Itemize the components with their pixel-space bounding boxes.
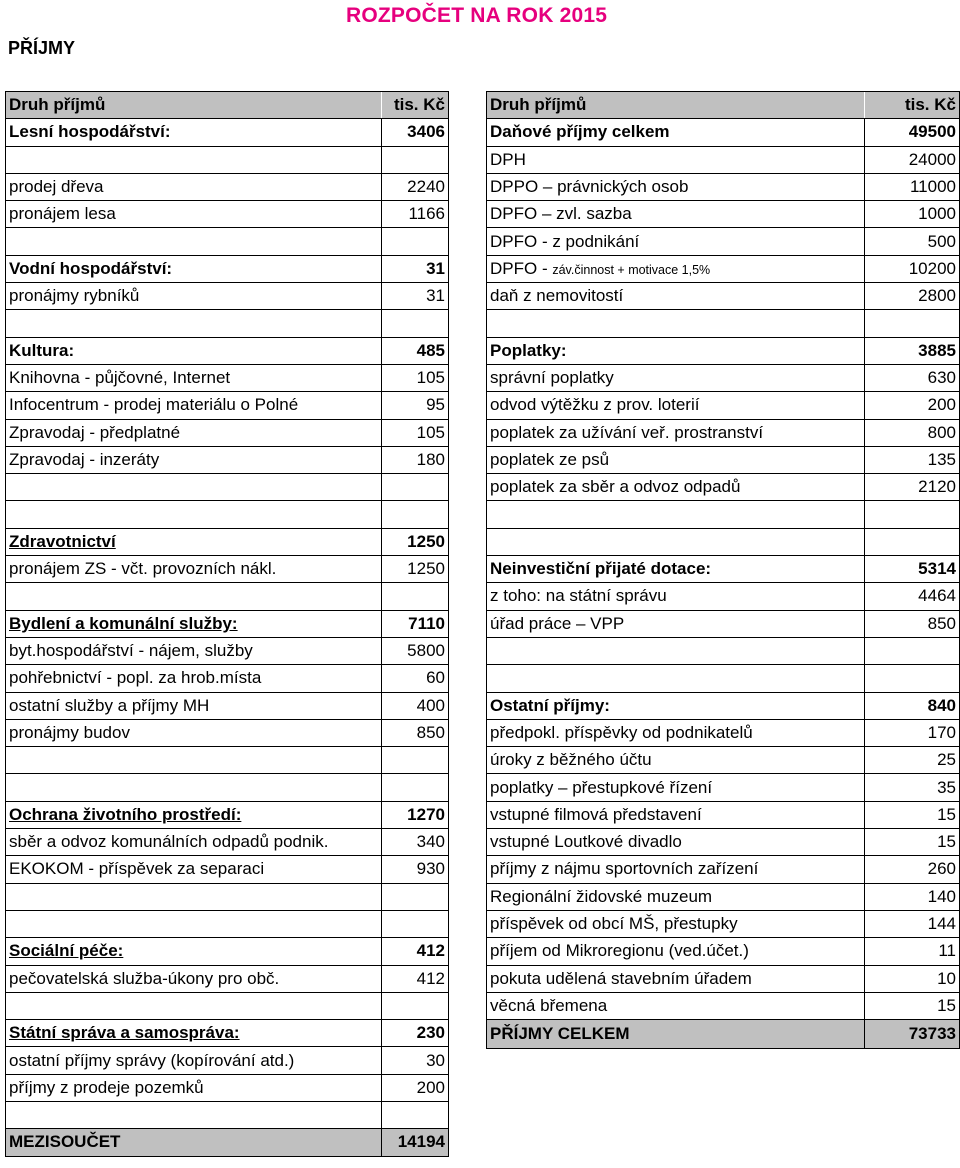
left-row-value: 14194	[382, 1129, 449, 1156]
left-row-value: 31	[382, 255, 449, 282]
right-row-value: 135	[865, 446, 960, 473]
right-row-value	[865, 637, 960, 664]
right-row-value: 15	[865, 801, 960, 828]
right-table-row	[487, 1020, 960, 1049]
left-table-row	[6, 938, 449, 965]
right-table-row	[487, 719, 960, 746]
right-table-row	[487, 856, 960, 883]
right-row-value: 15	[865, 829, 960, 856]
right-header-row	[487, 92, 960, 119]
right-row-label: Daňové příjmy celkem	[487, 119, 865, 146]
right-row-label: Regionální židovské muzeum	[487, 883, 865, 910]
right-header-unit: tis. Kč	[865, 92, 960, 119]
left-table-row	[6, 829, 449, 856]
right-table-row	[487, 556, 960, 583]
left-table-row	[6, 201, 449, 228]
right-table-row	[487, 501, 960, 528]
right-row-value: 144	[865, 910, 960, 937]
right-row-label: z toho: na státní správu	[487, 583, 865, 610]
right-row-label: pokuta udělená stavebním úřadem	[487, 965, 865, 992]
right-row-label: DPFO – zvl. sazba	[487, 201, 865, 228]
right-row-value: 73733	[865, 1020, 960, 1049]
left-row-value: 200	[382, 1074, 449, 1101]
left-table-row	[6, 528, 449, 555]
right-table-row	[487, 392, 960, 419]
left-table-row	[6, 337, 449, 364]
left-header-unit: tis. Kč	[382, 92, 449, 119]
left-row-value	[382, 883, 449, 910]
left-row-value	[382, 992, 449, 1019]
right-row-value: 15	[865, 992, 960, 1019]
right-row-label: úroky z běžného účtu	[487, 747, 865, 774]
right-row-value: 140	[865, 883, 960, 910]
left-row-label: Sociální péče:	[6, 938, 382, 965]
right-table-row	[487, 829, 960, 856]
left-row-label: Vodní hospodářství:	[6, 255, 382, 282]
right-row-label: Ostatní příjmy:	[487, 692, 865, 719]
left-row-value: 60	[382, 665, 449, 692]
left-row-value	[382, 310, 449, 337]
left-row-value	[382, 774, 449, 801]
left-row-value: 2240	[382, 173, 449, 200]
right-table-row	[487, 255, 960, 282]
right-row-value	[865, 501, 960, 528]
right-row-value: 10200	[865, 255, 960, 282]
left-row-value: 850	[382, 719, 449, 746]
left-row-label: pronájmy rybníků	[6, 283, 382, 310]
right-row-label	[487, 501, 865, 528]
right-row-label: úřad práce – VPP	[487, 610, 865, 637]
left-row-value: 412	[382, 938, 449, 965]
left-row-value: 400	[382, 692, 449, 719]
right-table-row	[487, 610, 960, 637]
left-row-value: 930	[382, 856, 449, 883]
left-row-label: prodej dřeva	[6, 173, 382, 200]
right-row-value: 11000	[865, 173, 960, 200]
right-table-row	[487, 883, 960, 910]
right-row-value: 170	[865, 719, 960, 746]
left-row-label	[6, 501, 382, 528]
right-row-label: Poplatky:	[487, 337, 865, 364]
left-table-row	[6, 583, 449, 610]
right-row-value: 1000	[865, 201, 960, 228]
left-table-row	[6, 173, 449, 200]
left-row-value: 340	[382, 829, 449, 856]
right-table-row	[487, 801, 960, 828]
left-row-label: pronájem ZS - včt. provozních nákl.	[6, 556, 382, 583]
right-row-label	[487, 637, 865, 664]
left-row-label	[6, 1101, 382, 1128]
left-row-label: Zpravodaj - inzeráty	[6, 446, 382, 473]
right-row-label: správní poplatky	[487, 364, 865, 391]
left-row-label	[6, 992, 382, 1019]
left-row-label: pohřebnictví - popl. za hrob.místa	[6, 665, 382, 692]
left-table-row	[6, 146, 449, 173]
left-row-value: 30	[382, 1047, 449, 1074]
right-row-value: 3885	[865, 337, 960, 364]
right-row-label: DPFO - z podnikání	[487, 228, 865, 255]
right-table-row	[487, 419, 960, 446]
right-row-value: 850	[865, 610, 960, 637]
right-row-label: daň z nemovitostí	[487, 283, 865, 310]
left-table-row	[6, 228, 449, 255]
right-table-row	[487, 637, 960, 664]
right-row-label: poplatky – přestupkové řízení	[487, 774, 865, 801]
left-row-value: 230	[382, 1020, 449, 1047]
left-row-label: ostatní služby a příjmy MH	[6, 692, 382, 719]
left-row-label: Státní správa a samospráva:	[6, 1020, 382, 1047]
right-table-row	[487, 119, 960, 146]
left-row-value	[382, 228, 449, 255]
right-row-value: 2800	[865, 283, 960, 310]
left-row-label: ostatní příjmy správy (kopírování atd.)	[6, 1047, 382, 1074]
left-table-row	[6, 1129, 449, 1156]
right-row-value: 5314	[865, 556, 960, 583]
left-row-label	[6, 774, 382, 801]
right-header-label: Druh příjmů	[487, 92, 865, 119]
left-header-label: Druh příjmů	[6, 92, 382, 119]
left-table-row	[6, 392, 449, 419]
right-row-value	[865, 310, 960, 337]
right-row-label-prefix: DPFO -	[490, 258, 553, 278]
left-row-label: Ochrana životního prostředí:	[6, 801, 382, 828]
left-table-row	[6, 883, 449, 910]
left-row-value: 105	[382, 419, 449, 446]
left-row-label: Zdravotnictví	[6, 528, 382, 555]
right-row-label	[487, 528, 865, 555]
left-table-row	[6, 665, 449, 692]
left-table-row	[6, 910, 449, 937]
right-table-row	[487, 583, 960, 610]
left-row-value: 485	[382, 337, 449, 364]
right-table-row	[487, 173, 960, 200]
right-row-value: 800	[865, 419, 960, 446]
right-row-value: 2120	[865, 474, 960, 501]
right-table-row	[487, 446, 960, 473]
right-table-row	[487, 528, 960, 555]
right-table-row	[487, 692, 960, 719]
left-table-row	[6, 1074, 449, 1101]
left-row-value	[382, 146, 449, 173]
left-table-row	[6, 501, 449, 528]
left-table-row	[6, 610, 449, 637]
right-row-label: poplatek za sběr a odvoz odpadů	[487, 474, 865, 501]
right-row-label: příspěvek od obcí MŠ, přestupky	[487, 910, 865, 937]
right-row-label	[487, 255, 865, 282]
left-table-row	[6, 255, 449, 282]
left-row-label: příjmy z prodeje pozemků	[6, 1074, 382, 1101]
left-row-label: Kultura:	[6, 337, 382, 364]
right-table-row	[487, 747, 960, 774]
left-row-label: Infocentrum - prodej materiálu o Polné	[6, 392, 382, 419]
left-table-row	[6, 1101, 449, 1128]
right-row-value	[865, 665, 960, 692]
right-row-label: vstupné filmová představení	[487, 801, 865, 828]
left-row-label: pronájmy budov	[6, 719, 382, 746]
left-table-row	[6, 774, 449, 801]
left-row-value: 5800	[382, 637, 449, 664]
right-row-value: 260	[865, 856, 960, 883]
left-row-label	[6, 310, 382, 337]
section-subtitle: PŘÍJMY	[8, 38, 76, 58]
right-row-label: poplatek ze psů	[487, 446, 865, 473]
right-table-row	[487, 146, 960, 173]
left-row-value	[382, 583, 449, 610]
left-row-label: Bydlení a komunální služby:	[6, 610, 382, 637]
right-row-label: příjmy z nájmu sportovních zařízení	[487, 856, 865, 883]
left-row-value	[382, 1101, 449, 1128]
right-table-row	[487, 938, 960, 965]
left-row-value: 31	[382, 283, 449, 310]
left-table-row	[6, 474, 449, 501]
right-row-value: 500	[865, 228, 960, 255]
right-row-label	[487, 665, 865, 692]
right-table-row	[487, 992, 960, 1019]
right-table-row	[487, 665, 960, 692]
left-table-row	[6, 1047, 449, 1074]
right-row-value: 4464	[865, 583, 960, 610]
page-title: ROZPOČET NA ROK 2015	[346, 4, 608, 27]
right-row-value: 24000	[865, 146, 960, 173]
left-row-label	[6, 910, 382, 937]
left-row-value: 7110	[382, 610, 449, 637]
right-table-row	[487, 474, 960, 501]
left-row-value: 1250	[382, 556, 449, 583]
left-table-row	[6, 556, 449, 583]
right-income-table	[486, 91, 960, 1049]
right-row-value: 630	[865, 364, 960, 391]
right-row-label: DPPO – právnických osob	[487, 173, 865, 200]
right-row-value: 10	[865, 965, 960, 992]
right-row-label	[487, 310, 865, 337]
right-row-label: poplatek za užívání veř. prostranství	[487, 419, 865, 446]
left-row-label: EKOKOM - příspěvek za separaci	[6, 856, 382, 883]
right-table-row	[487, 774, 960, 801]
left-row-label: MEZISOUČET	[6, 1129, 382, 1156]
right-row-value: 200	[865, 392, 960, 419]
left-row-value: 1166	[382, 201, 449, 228]
right-row-label: Neinvestiční přijaté dotace:	[487, 556, 865, 583]
left-row-label: byt.hospodářství - nájem, služby	[6, 637, 382, 664]
left-table-row	[6, 719, 449, 746]
left-row-value: 3406	[382, 119, 449, 146]
left-row-label: sběr a odvoz komunálních odpadů podnik.	[6, 829, 382, 856]
left-row-label	[6, 228, 382, 255]
left-table-row	[6, 119, 449, 146]
right-row-value	[865, 528, 960, 555]
right-row-label: PŘÍJMY CELKEM	[487, 1020, 865, 1049]
left-row-label: pronájem lesa	[6, 201, 382, 228]
left-row-value	[382, 501, 449, 528]
right-table-row	[487, 910, 960, 937]
right-table-row	[487, 337, 960, 364]
left-row-value: 105	[382, 364, 449, 391]
right-row-value: 25	[865, 747, 960, 774]
right-row-value: 35	[865, 774, 960, 801]
left-row-value: 95	[382, 392, 449, 419]
left-row-value: 1270	[382, 801, 449, 828]
right-row-value: 840	[865, 692, 960, 719]
left-row-label: Lesní hospodářství:	[6, 119, 382, 146]
left-table-row	[6, 310, 449, 337]
left-table-row	[6, 446, 449, 473]
left-row-value	[382, 474, 449, 501]
left-row-value	[382, 747, 449, 774]
left-table-row	[6, 637, 449, 664]
left-table-row	[6, 364, 449, 391]
left-table-row	[6, 965, 449, 992]
right-row-label: DPH	[487, 146, 865, 173]
left-row-value: 1250	[382, 528, 449, 555]
right-row-value: 49500	[865, 119, 960, 146]
right-table-row	[487, 310, 960, 337]
right-row-label: předpokl. příspěvky od podnikatelů	[487, 719, 865, 746]
left-header-row	[6, 92, 449, 119]
left-row-value: 412	[382, 965, 449, 992]
right-row-label: věcná břemena	[487, 992, 865, 1019]
right-table-row	[487, 283, 960, 310]
left-table-row	[6, 1020, 449, 1047]
left-table-row	[6, 419, 449, 446]
right-row-label: příjem od Mikroregionu (ved.účet.)	[487, 938, 865, 965]
left-table-row	[6, 856, 449, 883]
left-table-row	[6, 692, 449, 719]
left-row-label	[6, 474, 382, 501]
left-table-row	[6, 992, 449, 1019]
right-row-label: vstupné Loutkové divadlo	[487, 829, 865, 856]
right-table-row	[487, 201, 960, 228]
left-table-row	[6, 747, 449, 774]
right-row-label: odvod výtěžku z prov. loterií	[487, 392, 865, 419]
left-row-label	[6, 883, 382, 910]
left-row-label: pečovatelská služba-úkony pro obč.	[6, 965, 382, 992]
right-table-row	[487, 228, 960, 255]
right-table-row	[487, 965, 960, 992]
left-income-table	[5, 91, 449, 1157]
left-row-label	[6, 747, 382, 774]
left-table-row	[6, 283, 449, 310]
right-row-label-small: záv.činnost + motivace 1,5%	[552, 262, 711, 277]
left-row-value	[382, 910, 449, 937]
left-row-label	[6, 146, 382, 173]
right-table-row	[487, 364, 960, 391]
right-row-value: 11	[865, 938, 960, 965]
left-row-value: 180	[382, 446, 449, 473]
left-row-label	[6, 583, 382, 610]
left-row-label: Knihovna - půjčovné, Internet	[6, 364, 382, 391]
left-row-label: Zpravodaj - předplatné	[6, 419, 382, 446]
left-table-row	[6, 801, 449, 828]
